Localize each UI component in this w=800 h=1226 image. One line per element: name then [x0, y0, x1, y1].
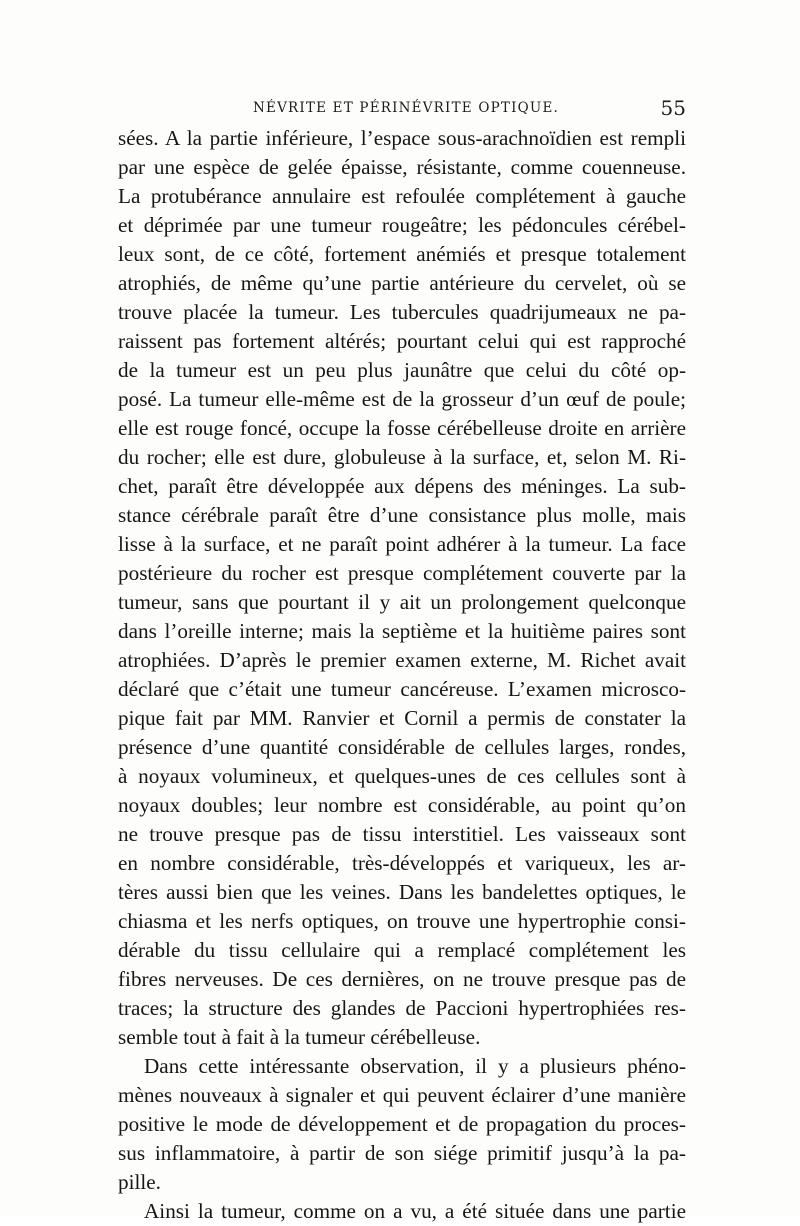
text-line: chet, paraît être développée aux dépens des méninges. La sub- [118, 474, 686, 498]
text-line: tumeur, sans que pourtant il y ait un prolongement quelconque [118, 590, 686, 614]
page-number: 55 [660, 96, 686, 120]
text-line: stance cérébrale paraît être d’une consistance plus molle, mais [118, 503, 686, 527]
text-line: traces; la structure des glandes de Paccioni hypertrophiées res- [118, 996, 686, 1020]
text-line: sées. A la partie inférieure, l’espace sous-arachnoïdien est rempli [118, 126, 686, 150]
text-line: dérable du tissu cellulaire qui a remplacé complétement les [118, 938, 686, 962]
text-line: sus inflammatoire, à partir de son siége primitif jusqu’à la pa- [118, 1141, 686, 1165]
text-line: Dans cette intéressante observation, il y a plusieurs phéno- [144, 1054, 686, 1078]
text-line: présence d’une quantité considérable de cellules larges, rondes, [118, 735, 686, 759]
text-line: du rocher; elle est dure, globuleuse à la surface, et, selon M. Ri- [118, 445, 686, 469]
text-line: chiasma et les nerfs optiques, on trouve une hypertrophie consi- [118, 909, 686, 933]
text-line: et déprimée par une tumeur rougeâtre; les pédoncules cérébel- [118, 213, 686, 237]
text-line: noyaux doubles; leur nombre est considérable, au point qu’on [118, 793, 686, 817]
text-line: trouve placée la tumeur. Les tubercules quadrijumeaux ne pa- [118, 300, 686, 324]
text-line: leux sont, de ce côté, fortement anémiés et presque totalement [118, 242, 686, 266]
body-text [118, 124, 686, 1226]
text-line: lisse à la surface, et ne paraît point adhérer à la tumeur. La face [118, 532, 686, 556]
text-line: dans l’oreille interne; mais la septième et la huitième paires sont [118, 619, 686, 643]
text-line: raissent pas fortement altérés; pourtant celui qui est rapproché [118, 329, 686, 353]
running-title: NÉVRITE ET PÉRINÉVRITE OPTIQUE. [253, 100, 559, 116]
text-line: ne trouve presque pas de tissu interstitiel. Les vaisseaux sont [118, 822, 686, 846]
text-line: déclaré que c’était une tumeur cancéreuse. L’examen microsco- [118, 677, 686, 701]
text-line: tères aussi bien que les veines. Dans les bandelettes optiques, le [118, 880, 686, 904]
text-line: Ainsi la tumeur, comme on a vu, a été située dans une partie [144, 1199, 686, 1223]
text-line: semble tout à fait à la tumeur cérébelleuse. [118, 1025, 481, 1049]
text-line: postérieure du rocher est presque complétement couverte par la [118, 561, 686, 585]
text-line: elle est rouge foncé, occupe la fosse cérébelleuse droite en arrière [118, 416, 686, 440]
text-line: à noyaux volumineux, et quelques-unes de ces cellules sont à [118, 764, 686, 788]
text-line: en nombre considérable, très-développés et variqueux, les ar- [118, 851, 686, 875]
text-line: par une espèce de gelée épaisse, résistante, comme couenneuse. [118, 155, 686, 179]
text-line: pille. [118, 1170, 161, 1194]
text-line: atrophiées. D’après le premier examen externe, M. Richet avait [118, 648, 686, 672]
text-line: pique fait par MM. Ranvier et Cornil a permis de constater la [118, 706, 686, 730]
running-head [118, 96, 686, 120]
text-line: de la tumeur est un peu plus jaunâtre que celui du côté op- [118, 358, 686, 382]
text-line: positive le mode de développement et de propagation du proces- [118, 1112, 686, 1136]
text-line: posé. La tumeur elle-même est de la grosseur d’un œuf de poule; [118, 387, 686, 411]
text-line: fibres nerveuses. De ces dernières, on ne trouve presque pas de [118, 967, 686, 991]
text-line: La protubérance annulaire est refoulée complétement à gauche [118, 184, 686, 208]
text-line: mènes nouveaux à signaler et qui peuvent éclairer d’une manière [118, 1083, 686, 1107]
text-line: atrophiés, de même qu’une partie antérieure du cervelet, où se [118, 271, 686, 295]
